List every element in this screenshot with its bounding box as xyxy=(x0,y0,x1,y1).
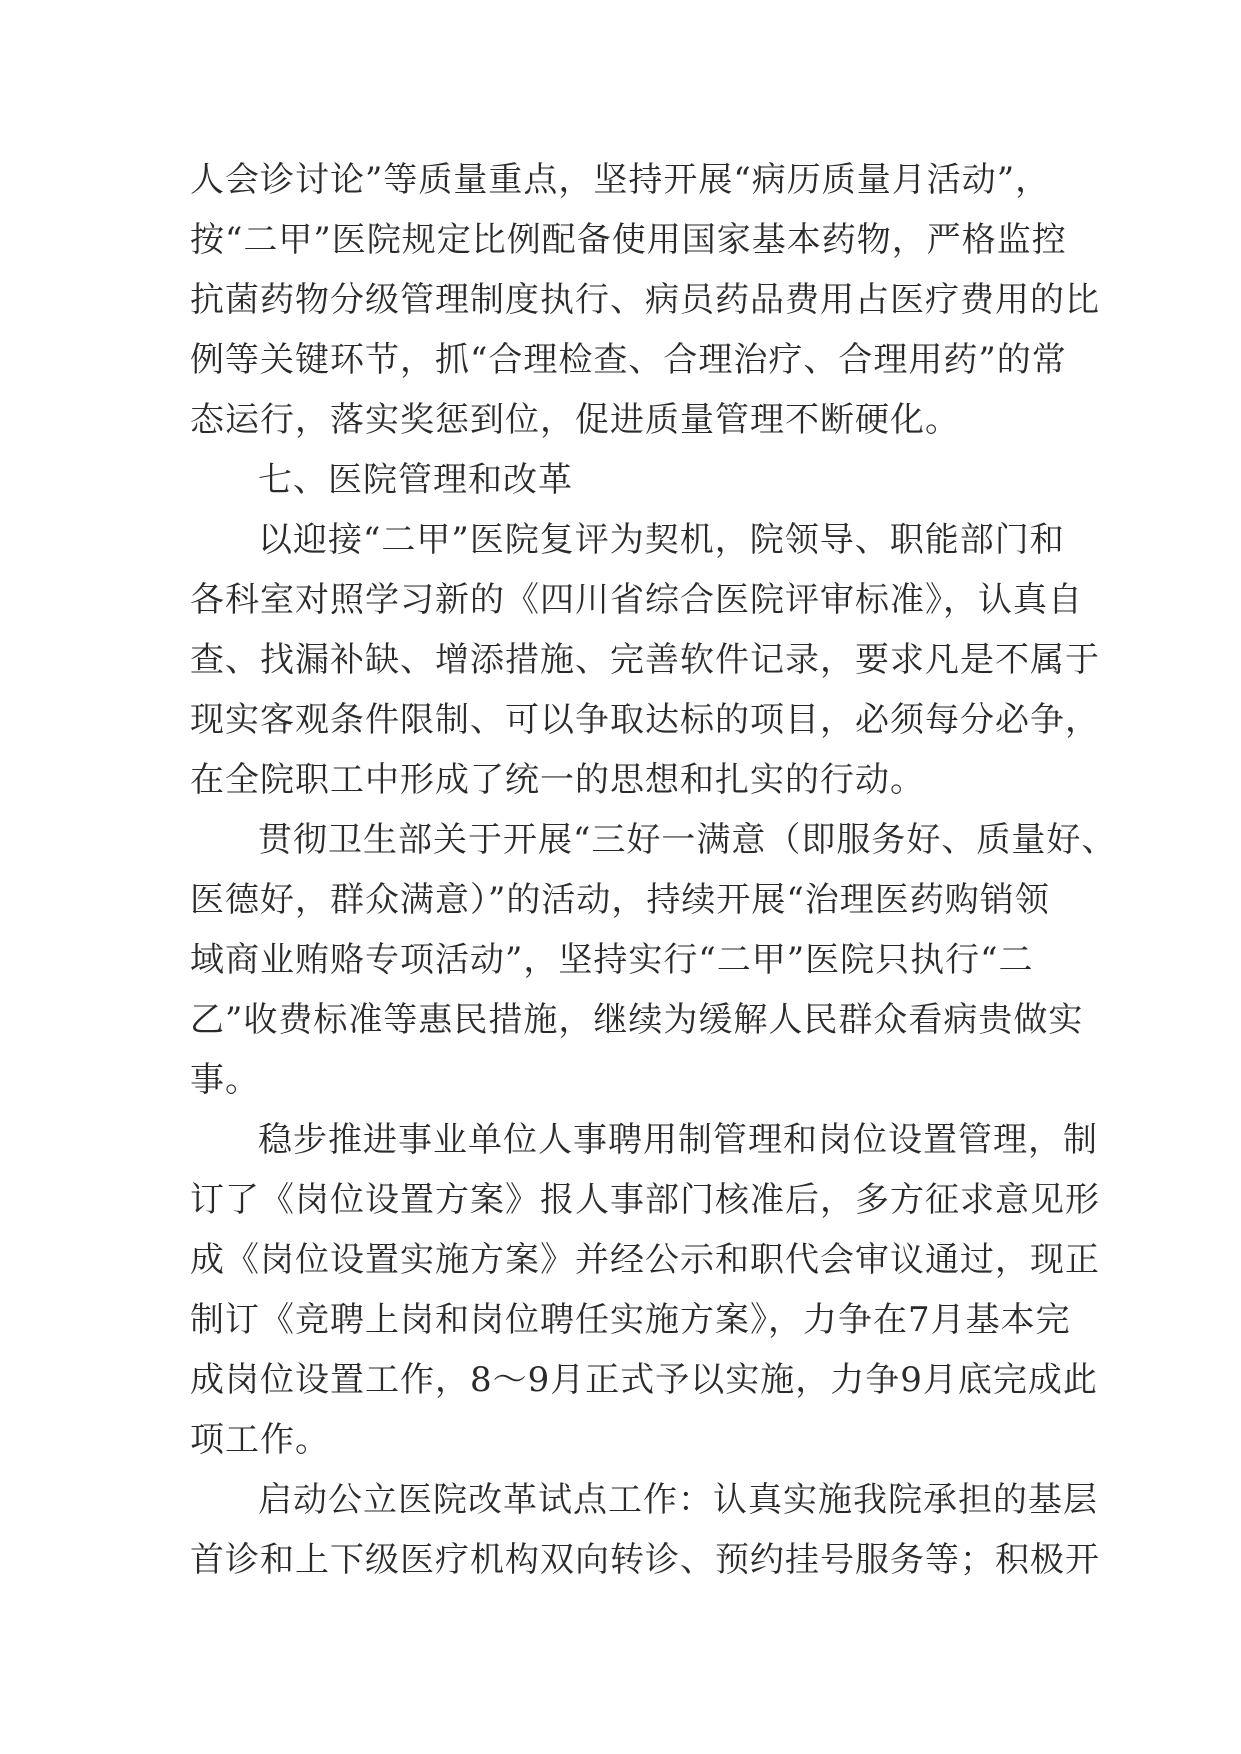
text-line: 启动公立医院改革试点工作：认真实施我院承担的基层 xyxy=(258,1480,1098,1520)
paragraph-review xyxy=(190,510,1100,810)
text-line: 成岗位设置工作，8～9月正式予以实施，力争9月底完成此 xyxy=(190,1360,1098,1400)
text-line: 以迎接“二甲”医院复评为契机，院领导、职能部门和 xyxy=(258,520,1065,560)
text-line: 事。 xyxy=(190,1060,260,1100)
text-line: 态运行，落实奖惩到位，促进质量管理不断硬化。 xyxy=(190,400,960,440)
text-line: 医德好，群众满意）”的活动，持续开展“治理医药购销领 xyxy=(190,880,1050,920)
text-line: 各科室对照学习新的《四川省综合医院评审标准》，认真自 xyxy=(190,580,1083,620)
heading-text: 七、医院管理和改革 xyxy=(258,460,573,500)
paragraph-personnel xyxy=(190,1110,1100,1470)
text-line: 稳步推进事业单位人事聘用制管理和岗位设置管理，制 xyxy=(258,1120,1098,1160)
text-line: 按“二甲”医院规定比例配备使用国家基本药物，严格监控 xyxy=(190,220,1067,260)
paragraph-satisfaction xyxy=(190,810,1117,1110)
text-line: 查、找漏补缺、增添措施、完善软件记录，要求凡是不属于 xyxy=(190,640,1100,680)
text-line: 人会诊讨论”等质量重点，坚持开展“病历质量月活动”， xyxy=(190,160,1051,200)
text-line: 现实客观条件限制、可以争取达标的项目，必须每分必争， xyxy=(190,700,1100,740)
text-line: 制订《竞聘上岗和岗位聘任实施方案》，力争在7月基本完 xyxy=(190,1300,1071,1340)
text-line: 成《岗位设置实施方案》并经公示和职代会审议通过，现正 xyxy=(190,1240,1100,1280)
paragraph-continued xyxy=(190,150,1100,450)
text-line: 首诊和上下级医疗机构双向转诊、预约挂号服务等；积极开 xyxy=(190,1540,1100,1580)
paragraph-reform xyxy=(190,1470,1100,1590)
section-heading xyxy=(190,450,1050,510)
text-line: 在全院职工中形成了统一的思想和扎实的行动。 xyxy=(190,760,925,800)
text-line: 域商业贿赂专项活动”，坚持实行“二甲”医院只执行“二 xyxy=(190,940,1034,980)
text-line: 订了《岗位设置方案》报人事部门核准后，多方征求意见形 xyxy=(190,1180,1100,1220)
text-line: 例等关键环节，抓“合理检查、合理治疗、合理用药”的常 xyxy=(190,340,1067,380)
text-line: 贯彻卫生部关于开展“三好一满意（即服务好、质量好、 xyxy=(258,820,1117,860)
document-body xyxy=(190,150,1117,1590)
text-line: 抗菌药物分级管理制度执行、病员药品费用占医疗费用的比 xyxy=(190,280,1100,320)
text-line: 乙”收费标准等惠民措施，继续为缓解人民群众看病贵做实 xyxy=(190,1000,1084,1040)
text-line: 项工作。 xyxy=(190,1420,330,1460)
